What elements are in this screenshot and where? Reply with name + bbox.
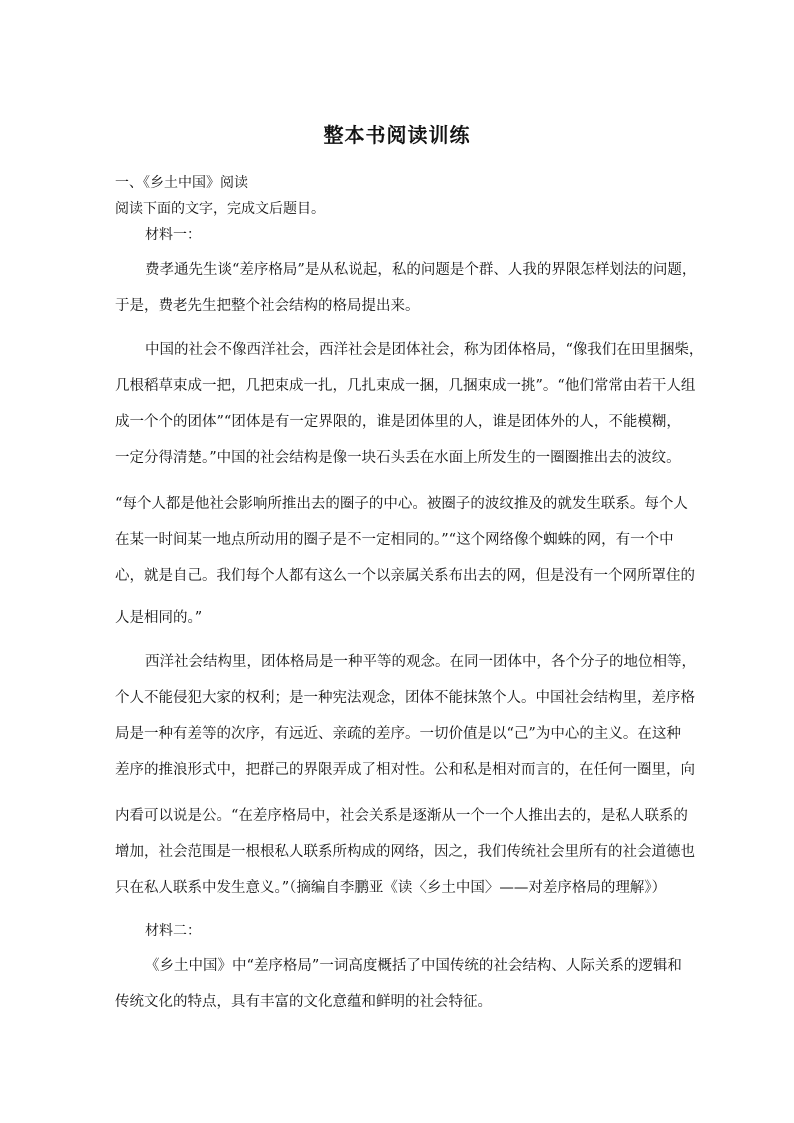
- paragraph-line: 中国的社会不像西洋社会，西洋社会是团体社会，称为团体格局，“像我们在田里捆柴，: [145, 342, 704, 358]
- material-two-label: 材料二：: [145, 923, 201, 939]
- paragraph-line: 增加，社会范围是一根根私人联系所构成的网络，因之，我们传统社会里所有的社会道德也: [115, 844, 695, 860]
- paragraph-line: 差序的推浪形式中，把群己的界限弄成了相对性。公和私是相对而言的，在任何一圈里，向: [115, 762, 695, 778]
- section-heading: 一、《乡土中国》阅读: [115, 175, 248, 191]
- paragraph-line: 只在私人联系中发生意义。”（摘编自李鹏亚《读〈乡土中国〉——对差序格局的理解》）: [115, 880, 667, 896]
- paragraph-line: 一定分得清楚。”中国的社会结构是像一块石头丢在水面上所发生的一圈圈推出去的波纹。: [115, 450, 681, 466]
- paragraph-line: 传统文化的特点，具有丰富的文化意蕴和鲜明的社会特征。: [115, 994, 492, 1010]
- paragraph-line: 几根稻草束成一把，几把束成一扎，几扎束成一捆，几捆束成一挑”。“他们常常由若干人组: [115, 378, 696, 394]
- paragraph-line: 成一个个的团体”“团体是有一定界限的，谁是团体里的人，谁是团体外的人，不能模糊，: [115, 414, 681, 430]
- paragraph-line: 内看可以说是公。“在差序格局中，社会关系是逐渐从一个一个人推出去的，是私人联系的: [115, 808, 688, 824]
- paragraph-line: 西洋社会结构里，团体格局是一种平等的观念。在同一团体中，各个分子的地位相等，: [145, 654, 696, 670]
- paragraph-line: 心，就是自己。我们每个人都有这么一个以亲属关系布出去的网，但是没有一个网所罩住的: [115, 568, 695, 584]
- paragraph-line: 费孝通先生谈“差序格局”是从私说起，私的问题是个群、人我的界限怎样划法的问题，: [145, 262, 697, 278]
- paragraph-line: 在某一时间某一地点所动用的圈子是不一定相同的。”“这个网络像个蜘蛛的网，有一个中: [115, 532, 674, 548]
- paragraph-line: “每个人都是他社会影响所推出去的圈子的中心。被圈子的波纹推及的就发生联系。每个人: [115, 496, 688, 512]
- paragraph-line: 个人不能侵犯大家的权利；是一种宪法观念，团体不能抹煞个人。中国社会结构里，差序格: [115, 690, 695, 706]
- paragraph-line: 《乡土中国》中“差序格局”一词高度概括了中国传统的社会结构、人际关系的逻辑和: [145, 958, 682, 974]
- material-one-label: 材料一：: [145, 227, 201, 243]
- paragraph-line: 局是一种有差等的次序，有远近、亲疏的差序。一切价值是以“己”为中心的主义。在这种: [115, 726, 681, 742]
- page-title: 整本书阅读训练: [323, 123, 471, 147]
- instruction-text: 阅读下面的文字，完成文后题目。: [115, 201, 325, 217]
- paragraph-line: 于是，费老先生把整个社会结构的格局提出来。: [115, 298, 420, 314]
- paragraph-line: 人是相同的。”: [115, 610, 203, 626]
